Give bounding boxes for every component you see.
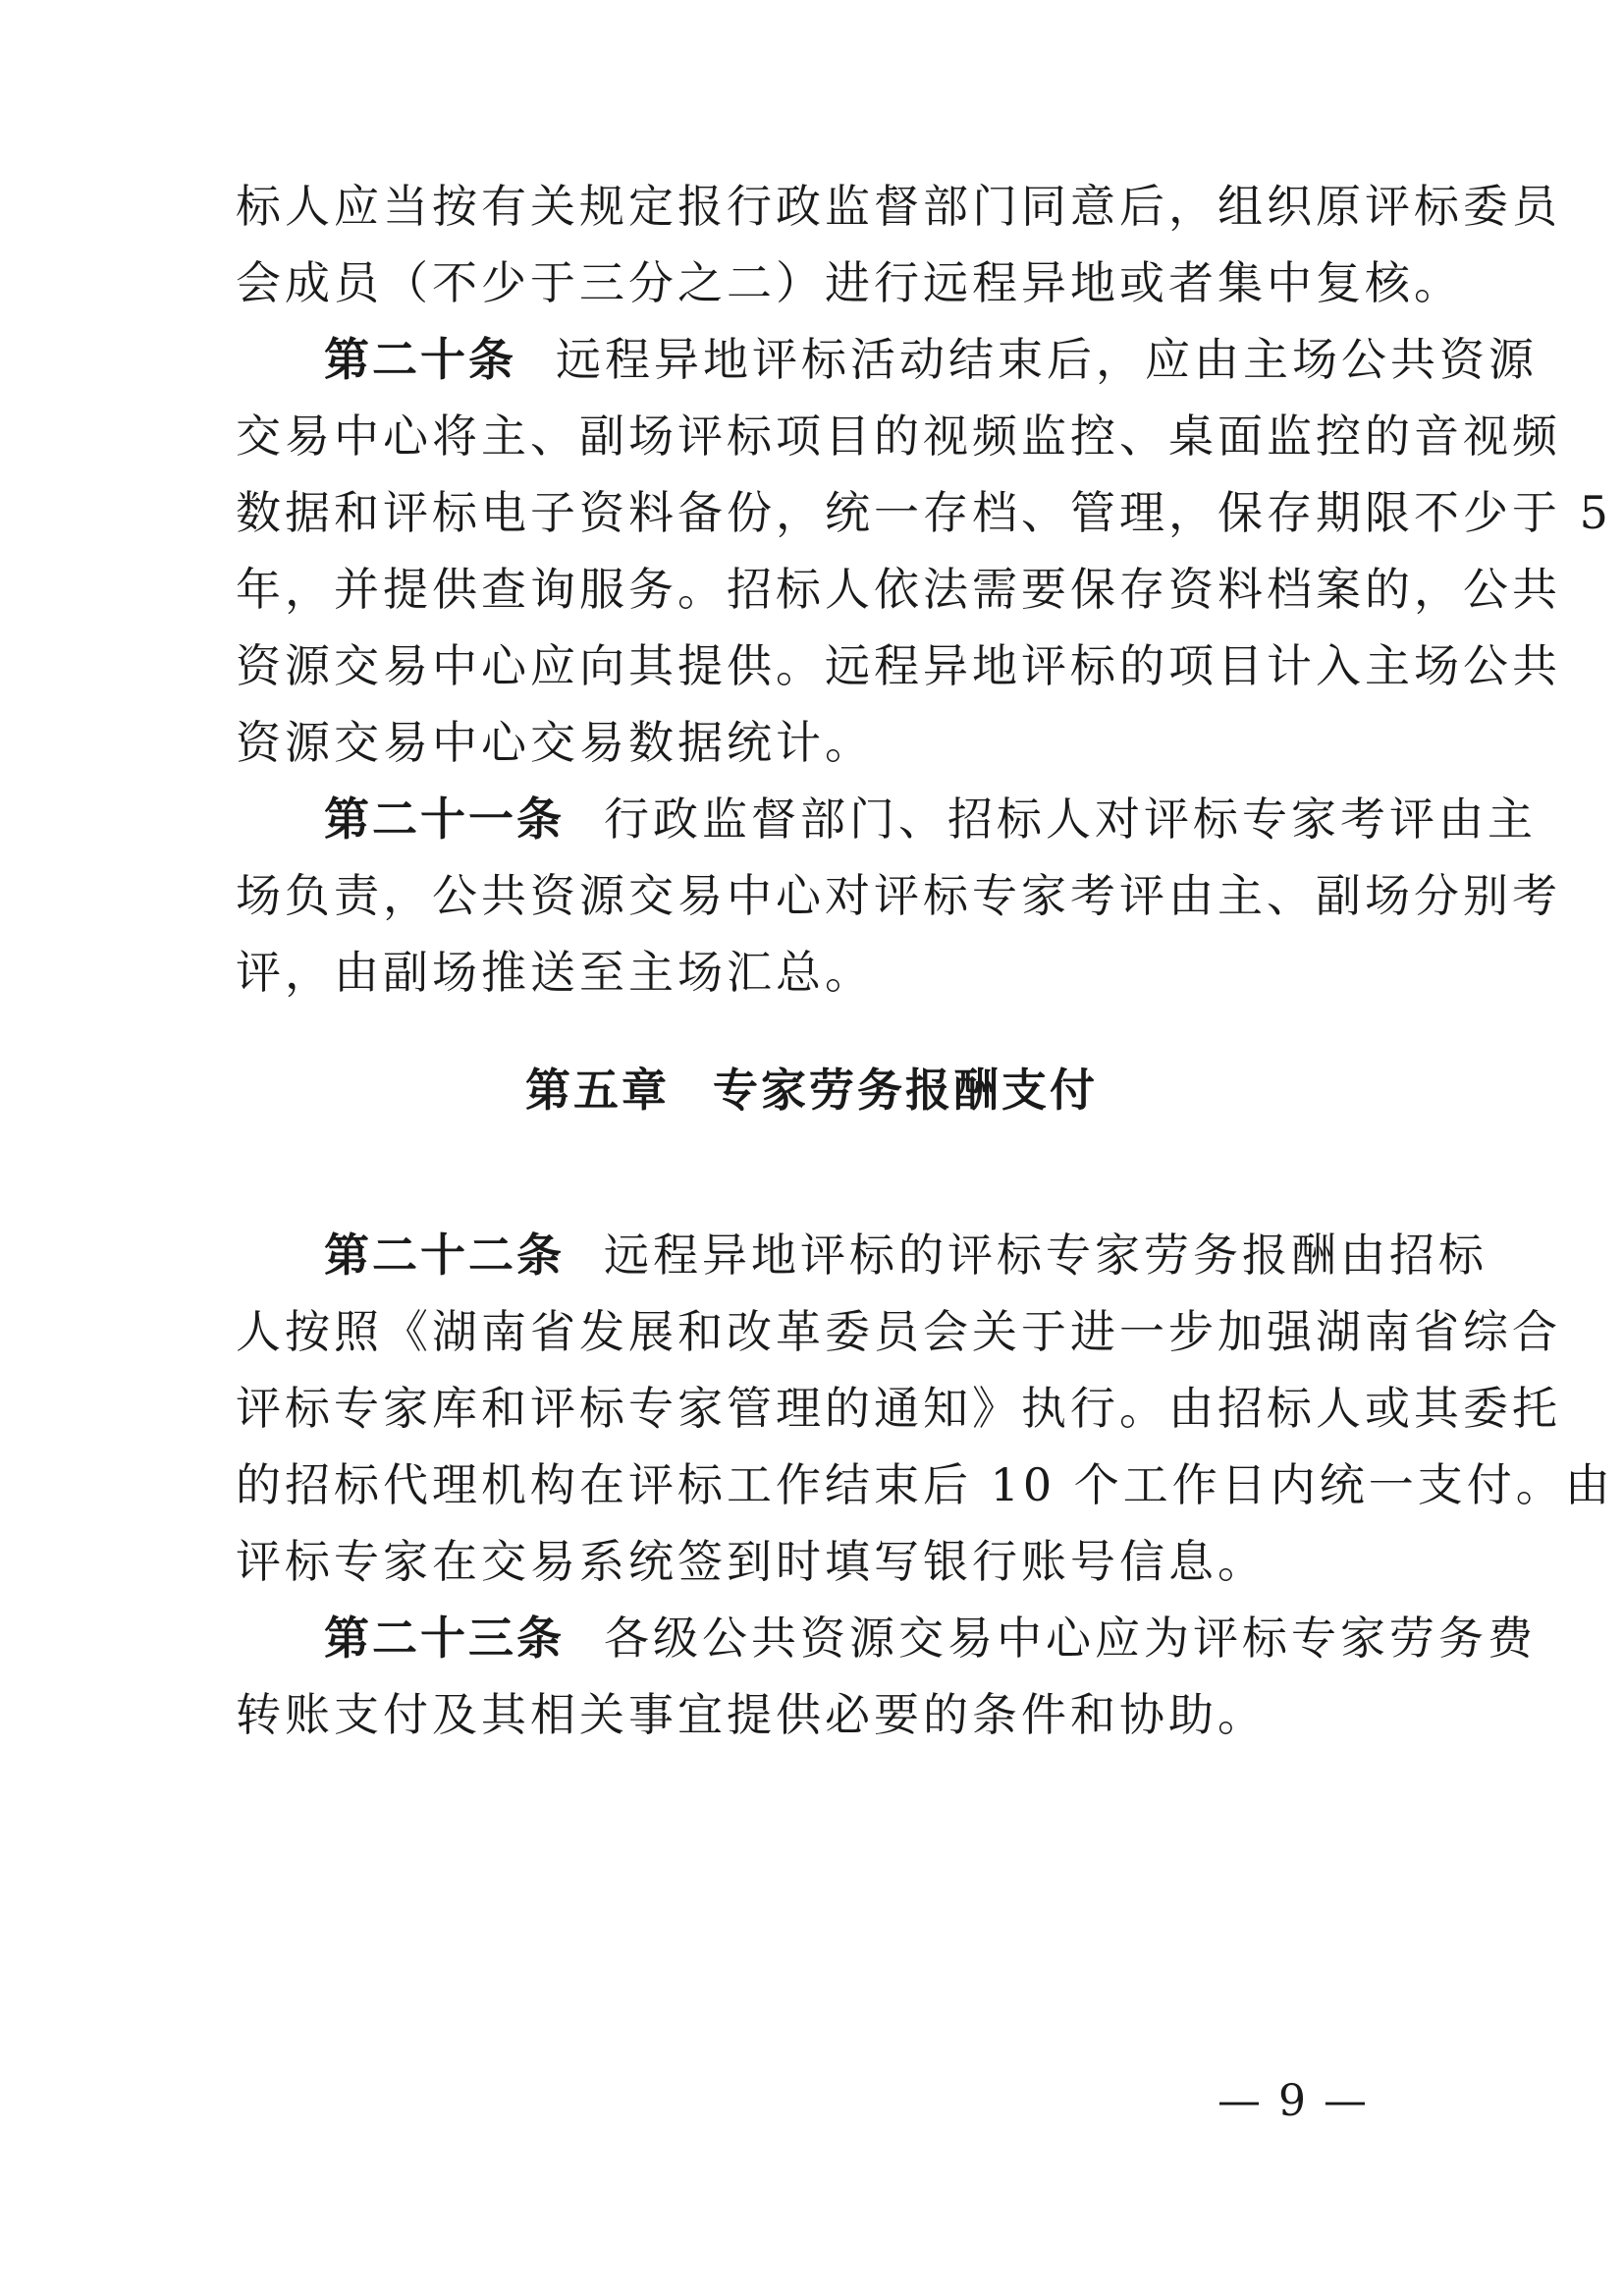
chapter-heading (0, 1061, 1623, 1120)
body-line: 年，并提供查询服务。招标人依法需要保存资料档案的，公共 (236, 563, 1561, 616)
article-20-first-line (324, 330, 1538, 389)
body-line: 数据和评标电子资料备份，统一存档、管理，保存期限不少于 5 (236, 486, 1612, 539)
article-23-heading: 第二十三条 (324, 1612, 565, 1665)
body-line: 标人应当按有关规定报行政监督部门同意后，组织原评标委员 (236, 180, 1561, 233)
article-21-heading: 第二十一条 (324, 793, 565, 846)
body-line: 转账支付及其相关事宜提供必要的条件和协助。 (236, 1688, 1267, 1741)
article-22-heading: 第二十二条 (324, 1229, 565, 1282)
article-22-first-line (324, 1226, 1488, 1285)
page-number: — 9 — (1217, 2076, 1369, 2126)
article-20-text: 远程异地评标活动结束后，应由主场公共资源 (556, 333, 1538, 386)
article-23-text: 各级公共资源交易中心应为评标专家劳务费 (604, 1612, 1537, 1665)
article-22-text: 远程异地评标的评标专家劳务报酬由招标 (604, 1229, 1488, 1282)
body-line: 评标专家库和评标专家管理的通知》执行。由招标人或其委托 (236, 1382, 1561, 1435)
body-line: 资源交易中心应向其提供。远程异地评标的项目计入主场公共 (236, 639, 1561, 692)
article-21-first-line (324, 790, 1537, 848)
body-line: 人按照《湖南省发展和改革委员会关于进一步加强湖南省综合 (236, 1305, 1561, 1358)
body-line: 资源交易中心交易数据统计。 (236, 716, 874, 769)
body-line: 会成员（不少于三分之二）进行远程异地或者集中复核。 (236, 256, 1463, 309)
article-21-text: 行政监督部门、招标人对评标专家考评由主 (604, 793, 1537, 846)
article-20-heading: 第二十条 (324, 333, 516, 386)
body-line: 评，由副场推送至主场汇总。 (236, 946, 874, 999)
article-23-first-line (324, 1609, 1537, 1667)
body-line: 评标专家在交易系统签到时填写银行账号信息。 (236, 1535, 1267, 1588)
body-line: 交易中心将主、副场评标项目的视频监控、桌面监控的音视频 (236, 410, 1561, 463)
chapter-number: 第五章 (525, 1064, 670, 1117)
chapter-title: 专家劳务报酬支付 (713, 1064, 1098, 1117)
body-line: 的招标代理机构在评标工作结束后 10 个工作日内统一支付。由 (236, 1458, 1614, 1511)
body-line: 场负责，公共资源交易中心对评标专家考评由主、副场分别考 (236, 869, 1561, 922)
